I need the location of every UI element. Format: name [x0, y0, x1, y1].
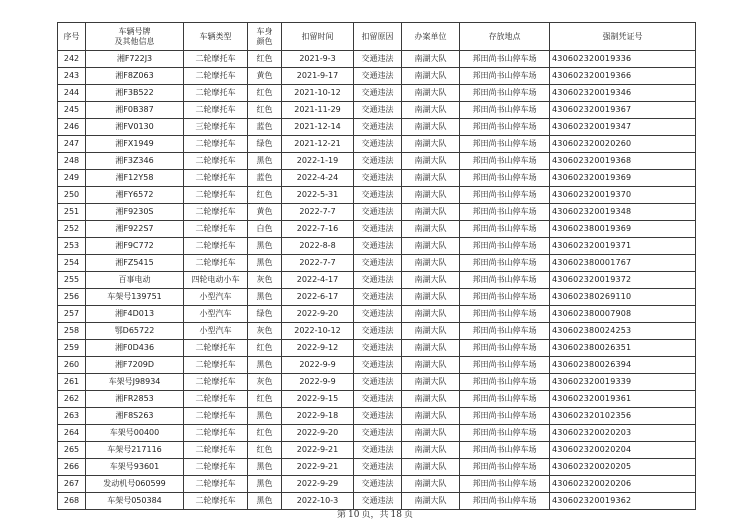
col-storage-cell: 邦田尚书山停车场 — [460, 272, 550, 289]
col-reason-cell: 交通违法 — [354, 221, 402, 238]
col-unit-cell: 南湖大队 — [402, 289, 460, 306]
col-vehicle-type-cell: 二轮摩托车 — [184, 425, 248, 442]
col-reason-cell: 交通违法 — [354, 102, 402, 119]
col-index-cell: 247 — [58, 136, 86, 153]
col-body-color-cell: 绿色 — [248, 136, 282, 153]
col-cert-cell: 430602320019367 — [550, 102, 696, 119]
col-storage-cell: 邦田尚书山停车场 — [460, 289, 550, 306]
col-unit-cell: 南湖大队 — [402, 391, 460, 408]
col-reason-header: 扣留原因 — [354, 23, 402, 51]
col-storage-cell: 邦田尚书山停车场 — [460, 323, 550, 340]
col-impound-date-cell: 2021-10-12 — [282, 85, 354, 102]
col-impound-date-cell: 2022-5-31 — [282, 187, 354, 204]
col-impound-date-cell: 2022-9-18 — [282, 408, 354, 425]
col-plate-cell: 湘F0D436 — [86, 340, 184, 357]
col-unit-cell: 南湖大队 — [402, 153, 460, 170]
page-number-footer — [0, 507, 750, 520]
col-storage-cell: 邦田尚书山停车场 — [460, 221, 550, 238]
col-body-color-cell: 黑色 — [248, 289, 282, 306]
col-unit-cell: 南湖大队 — [402, 476, 460, 493]
col-index-cell: 255 — [58, 272, 86, 289]
col-vehicle-type-cell: 二轮摩托车 — [184, 408, 248, 425]
col-cert-cell: 430602320019339 — [550, 374, 696, 391]
col-vehicle-type-cell: 二轮摩托车 — [184, 68, 248, 85]
col-storage-cell: 邦田尚书山停车场 — [460, 306, 550, 323]
col-unit-cell: 南湖大队 — [402, 323, 460, 340]
col-storage-cell: 邦田尚书山停车场 — [460, 119, 550, 136]
col-vehicle-type-cell: 二轮摩托车 — [184, 459, 248, 476]
table-row — [58, 374, 696, 391]
col-storage-cell: 邦田尚书山停车场 — [460, 408, 550, 425]
col-index-cell: 253 — [58, 238, 86, 255]
page-total: 18 — [390, 510, 402, 520]
col-reason-cell: 交通违法 — [354, 391, 402, 408]
col-index-cell: 264 — [58, 425, 86, 442]
col-unit-cell: 南湖大队 — [402, 170, 460, 187]
col-body-color-cell: 红色 — [248, 85, 282, 102]
col-vehicle-type-cell: 二轮摩托车 — [184, 153, 248, 170]
col-plate-cell: 车架号139751 — [86, 289, 184, 306]
col-body-color-cell: 黄色 — [248, 68, 282, 85]
col-cert-cell: 430602320019370 — [550, 187, 696, 204]
col-plate-cell: 湘F12Y58 — [86, 170, 184, 187]
col-plate-cell: 车架号217116 — [86, 442, 184, 459]
col-body-color-cell: 红色 — [248, 442, 282, 459]
col-impound-date-cell: 2021-9-3 — [282, 51, 354, 68]
col-reason-cell: 交通违法 — [354, 119, 402, 136]
page-current: 10 — [348, 510, 360, 520]
col-storage-cell: 邦田尚书山停车场 — [460, 170, 550, 187]
col-index-cell: 265 — [58, 442, 86, 459]
col-vehicle-type-cell: 二轮摩托车 — [184, 442, 248, 459]
col-vehicle-type-cell: 二轮摩托车 — [184, 357, 248, 374]
col-index-cell: 248 — [58, 153, 86, 170]
table-row — [58, 136, 696, 153]
col-storage-header: 存放地点 — [460, 23, 550, 51]
col-index-cell: 260 — [58, 357, 86, 374]
table-row — [58, 170, 696, 187]
col-body-color-cell: 红色 — [248, 187, 282, 204]
col-unit-cell: 南湖大队 — [402, 425, 460, 442]
table-header — [58, 23, 696, 51]
col-vehicle-type-cell: 二轮摩托车 — [184, 391, 248, 408]
col-cert-cell: 430602320020260 — [550, 136, 696, 153]
table-row — [58, 425, 696, 442]
col-storage-cell: 邦田尚书山停车场 — [460, 238, 550, 255]
col-plate-cell: 车架号J98934 — [86, 374, 184, 391]
col-cert-cell: 430602320019348 — [550, 204, 696, 221]
col-index-cell: 258 — [58, 323, 86, 340]
col-unit-cell: 南湖大队 — [402, 255, 460, 272]
col-vehicle-type-cell: 二轮摩托车 — [184, 374, 248, 391]
col-cert-cell: 430602320020204 — [550, 442, 696, 459]
col-impound-date-cell: 2022-7-16 — [282, 221, 354, 238]
col-storage-cell: 邦田尚书山停车场 — [460, 476, 550, 493]
table-row — [58, 476, 696, 493]
col-cert-cell: 430602320019366 — [550, 68, 696, 85]
col-reason-cell: 交通违法 — [354, 476, 402, 493]
col-vehicle-type-header: 车辆类型 — [184, 23, 248, 51]
col-index-cell: 263 — [58, 408, 86, 425]
col-impound-date-cell: 2021-12-14 — [282, 119, 354, 136]
col-plate-cell: 车架号00400 — [86, 425, 184, 442]
col-index-cell: 246 — [58, 119, 86, 136]
col-impound-date-cell: 2021-11-29 — [282, 102, 354, 119]
col-unit-cell: 南湖大队 — [402, 136, 460, 153]
col-plate-cell: 湘F3B522 — [86, 85, 184, 102]
table-row — [58, 68, 696, 85]
col-vehicle-type-cell: 二轮摩托车 — [184, 170, 248, 187]
page-mid: 页，共 — [361, 510, 389, 520]
col-reason-cell: 交通违法 — [354, 51, 402, 68]
col-impound-date-cell: 2022-9-9 — [282, 374, 354, 391]
col-index-cell: 268 — [58, 493, 86, 510]
col-impound-date-cell: 2021-9-17 — [282, 68, 354, 85]
col-reason-cell: 交通违法 — [354, 68, 402, 85]
col-cert-cell: 430602320019362 — [550, 493, 696, 510]
col-vehicle-type-cell: 二轮摩托车 — [184, 221, 248, 238]
page-prefix: 第 — [337, 510, 347, 520]
col-index-cell: 266 — [58, 459, 86, 476]
col-vehicle-type-cell: 二轮摩托车 — [184, 204, 248, 221]
col-storage-cell: 邦田尚书山停车场 — [460, 255, 550, 272]
col-reason-cell: 交通违法 — [354, 289, 402, 306]
col-impound-date-cell: 2022-4-24 — [282, 170, 354, 187]
col-cert-cell: 430602380026394 — [550, 357, 696, 374]
col-vehicle-type-cell: 二轮摩托车 — [184, 238, 248, 255]
table-row — [58, 340, 696, 357]
col-reason-cell: 交通违法 — [354, 153, 402, 170]
col-plate-cell: 湘FV0130 — [86, 119, 184, 136]
col-reason-cell: 交通违法 — [354, 374, 402, 391]
col-cert-cell: 430602380024253 — [550, 323, 696, 340]
col-impound-date-cell: 2022-9-21 — [282, 459, 354, 476]
col-index-cell: 245 — [58, 102, 86, 119]
col-vehicle-type-cell: 二轮摩托车 — [184, 85, 248, 102]
col-body-color-cell: 红色 — [248, 425, 282, 442]
col-vehicle-type-cell: 小型汽车 — [184, 289, 248, 306]
col-plate-cell: 湘F0B387 — [86, 102, 184, 119]
col-cert-cell: 430602320019361 — [550, 391, 696, 408]
col-unit-cell: 南湖大队 — [402, 374, 460, 391]
col-unit-cell: 南湖大队 — [402, 357, 460, 374]
col-storage-cell: 邦田尚书山停车场 — [460, 442, 550, 459]
table-row — [58, 85, 696, 102]
col-unit-cell: 南湖大队 — [402, 272, 460, 289]
col-storage-cell: 邦田尚书山停车场 — [460, 51, 550, 68]
col-unit-cell: 南湖大队 — [402, 51, 460, 68]
col-body-color-cell: 红色 — [248, 51, 282, 68]
col-impound-date-cell: 2022-9-21 — [282, 442, 354, 459]
col-index-cell: 242 — [58, 51, 86, 68]
col-unit-cell: 南湖大队 — [402, 119, 460, 136]
col-impound-date-cell: 2022-7-7 — [282, 204, 354, 221]
col-index-cell: 252 — [58, 221, 86, 238]
col-storage-cell: 邦田尚书山停车场 — [460, 357, 550, 374]
col-body-color-cell: 黄色 — [248, 204, 282, 221]
col-index-cell: 262 — [58, 391, 86, 408]
col-unit-cell: 南湖大队 — [402, 442, 460, 459]
col-reason-cell: 交通违法 — [354, 272, 402, 289]
col-cert-cell: 430602320102356 — [550, 408, 696, 425]
col-index-cell: 244 — [58, 85, 86, 102]
table-row — [58, 102, 696, 119]
col-storage-cell: 邦田尚书山停车场 — [460, 374, 550, 391]
table-row — [58, 187, 696, 204]
col-body-color-cell: 蓝色 — [248, 119, 282, 136]
col-plate-cell: 湘F922S7 — [86, 221, 184, 238]
col-storage-cell: 邦田尚书山停车场 — [460, 136, 550, 153]
table-row — [58, 153, 696, 170]
col-vehicle-type-cell: 二轮摩托车 — [184, 136, 248, 153]
col-unit-cell: 南湖大队 — [402, 493, 460, 510]
col-plate-header: 车辆号牌 及其他信息 — [86, 23, 184, 51]
table-row — [58, 357, 696, 374]
col-unit-header: 办案单位 — [402, 23, 460, 51]
col-reason-cell: 交通违法 — [354, 306, 402, 323]
col-storage-cell: 邦田尚书山停车场 — [460, 459, 550, 476]
col-plate-cell: 湘F4D013 — [86, 306, 184, 323]
col-index-cell: 254 — [58, 255, 86, 272]
col-index-header: 序号 — [58, 23, 86, 51]
col-reason-cell: 交通违法 — [354, 442, 402, 459]
col-reason-cell: 交通违法 — [354, 204, 402, 221]
col-index-cell: 261 — [58, 374, 86, 391]
col-impound-date-cell: 2022-9-20 — [282, 425, 354, 442]
col-vehicle-type-cell: 二轮摩托车 — [184, 493, 248, 510]
col-index-cell: 243 — [58, 68, 86, 85]
col-cert-cell: 430602320020203 — [550, 425, 696, 442]
col-unit-cell: 南湖大队 — [402, 102, 460, 119]
table-row — [58, 391, 696, 408]
col-cert-cell: 430602320019347 — [550, 119, 696, 136]
col-body-color-cell: 红色 — [248, 391, 282, 408]
col-storage-cell: 邦田尚书山停车场 — [460, 425, 550, 442]
col-plate-cell: 车架号050384 — [86, 493, 184, 510]
col-cert-cell: 430602320019372 — [550, 272, 696, 289]
col-reason-cell: 交通违法 — [354, 425, 402, 442]
table-row — [58, 255, 696, 272]
col-reason-cell: 交通违法 — [354, 136, 402, 153]
col-reason-cell: 交通违法 — [354, 357, 402, 374]
col-cert-cell: 430602320019369 — [550, 170, 696, 187]
col-plate-cell: 湘FZ5415 — [86, 255, 184, 272]
col-vehicle-type-cell: 三轮摩托车 — [184, 119, 248, 136]
col-reason-cell: 交通违法 — [354, 255, 402, 272]
col-storage-cell: 邦田尚书山停车场 — [460, 187, 550, 204]
col-reason-cell: 交通违法 — [354, 408, 402, 425]
col-cert-cell: 430602320019346 — [550, 85, 696, 102]
page-suffix: 页 — [403, 510, 413, 520]
col-unit-cell: 南湖大队 — [402, 408, 460, 425]
col-plate-cell: 鄂D65722 — [86, 323, 184, 340]
table-row — [58, 459, 696, 476]
col-impound-date-cell: 2022-9-9 — [282, 357, 354, 374]
table-row — [58, 238, 696, 255]
col-vehicle-type-cell: 二轮摩托车 — [184, 340, 248, 357]
table-row — [58, 408, 696, 425]
col-plate-cell: 湘F9C772 — [86, 238, 184, 255]
col-storage-cell: 邦田尚书山停车场 — [460, 102, 550, 119]
col-reason-cell: 交通违法 — [354, 493, 402, 510]
col-storage-cell: 邦田尚书山停车场 — [460, 391, 550, 408]
col-reason-cell: 交通违法 — [354, 170, 402, 187]
col-plate-cell: 湘F3Z346 — [86, 153, 184, 170]
col-index-cell: 251 — [58, 204, 86, 221]
col-body-color-cell: 黑色 — [248, 255, 282, 272]
col-index-cell: 257 — [58, 306, 86, 323]
col-body-color-cell: 黑色 — [248, 357, 282, 374]
col-reason-cell: 交通违法 — [354, 340, 402, 357]
col-impound-date-cell: 2022-6-17 — [282, 289, 354, 306]
col-index-cell: 259 — [58, 340, 86, 357]
col-cert-cell: 430602320019368 — [550, 153, 696, 170]
col-vehicle-type-cell: 二轮摩托车 — [184, 187, 248, 204]
col-reason-cell: 交通违法 — [354, 459, 402, 476]
col-storage-cell: 邦田尚书山停车场 — [460, 493, 550, 510]
col-vehicle-type-cell: 二轮摩托车 — [184, 102, 248, 119]
col-plate-cell: 湘FY6572 — [86, 187, 184, 204]
col-body-color-cell: 红色 — [248, 340, 282, 357]
col-cert-header: 强制凭证号 — [550, 23, 696, 51]
table-row — [58, 272, 696, 289]
col-storage-cell: 邦田尚书山停车场 — [460, 68, 550, 85]
col-unit-cell: 南湖大队 — [402, 187, 460, 204]
table-row — [58, 51, 696, 68]
col-plate-cell: 湘FX1949 — [86, 136, 184, 153]
table-row — [58, 119, 696, 136]
col-reason-cell: 交通违法 — [354, 238, 402, 255]
col-unit-cell: 南湖大队 — [402, 68, 460, 85]
col-plate-cell: 百事电动 — [86, 272, 184, 289]
col-index-cell: 249 — [58, 170, 86, 187]
col-plate-cell: 湘F7209D — [86, 357, 184, 374]
col-body-color-cell: 灰色 — [248, 374, 282, 391]
col-index-cell: 250 — [58, 187, 86, 204]
col-body-color-cell: 灰色 — [248, 272, 282, 289]
col-unit-cell: 南湖大队 — [402, 204, 460, 221]
col-impound-date-cell: 2022-10-12 — [282, 323, 354, 340]
table-row — [58, 306, 696, 323]
col-body-color-cell: 黑色 — [248, 493, 282, 510]
col-body-color-cell: 绿色 — [248, 306, 282, 323]
col-cert-cell: 430602320019336 — [550, 51, 696, 68]
col-vehicle-type-cell: 二轮摩托车 — [184, 255, 248, 272]
col-cert-cell: 430602380026351 — [550, 340, 696, 357]
col-plate-cell: 湘F9230S — [86, 204, 184, 221]
col-vehicle-type-cell: 小型汽车 — [184, 306, 248, 323]
col-impound-date-cell: 2021-12-21 — [282, 136, 354, 153]
col-index-cell: 267 — [58, 476, 86, 493]
col-impound-date-cell: 2022-1-19 — [282, 153, 354, 170]
col-plate-cell: 湘FR2853 — [86, 391, 184, 408]
col-cert-cell: 430602380019369 — [550, 221, 696, 238]
col-impound-date-cell: 2022-9-15 — [282, 391, 354, 408]
col-reason-cell: 交通违法 — [354, 85, 402, 102]
col-vehicle-type-cell: 四轮电动小车 — [184, 272, 248, 289]
col-vehicle-type-cell: 小型汽车 — [184, 323, 248, 340]
col-body-color-cell: 黑色 — [248, 459, 282, 476]
col-unit-cell: 南湖大队 — [402, 221, 460, 238]
col-impound-date-header: 扣留时间 — [282, 23, 354, 51]
col-plate-cell: 湘F8S263 — [86, 408, 184, 425]
header-row — [58, 23, 696, 51]
col-unit-cell: 南湖大队 — [402, 238, 460, 255]
col-plate-cell: 发动机号060599 — [86, 476, 184, 493]
col-cert-cell: 430602380001767 — [550, 255, 696, 272]
col-body-color-cell: 白色 — [248, 221, 282, 238]
col-impound-date-cell: 2022-8-8 — [282, 238, 354, 255]
col-impound-date-cell: 2022-7-7 — [282, 255, 354, 272]
col-impound-date-cell: 2022-10-3 — [282, 493, 354, 510]
col-unit-cell: 南湖大队 — [402, 459, 460, 476]
col-plate-cell: 湘F8Z063 — [86, 68, 184, 85]
col-impound-date-cell: 2022-4-17 — [282, 272, 354, 289]
col-body-color-cell: 红色 — [248, 102, 282, 119]
col-reason-cell: 交通违法 — [354, 323, 402, 340]
col-cert-cell: 430602320019371 — [550, 238, 696, 255]
col-unit-cell: 南湖大队 — [402, 306, 460, 323]
table-row — [58, 204, 696, 221]
col-impound-date-cell: 2022-9-12 — [282, 340, 354, 357]
col-plate-cell: 车架号93601 — [86, 459, 184, 476]
col-unit-cell: 南湖大队 — [402, 85, 460, 102]
col-unit-cell: 南湖大队 — [402, 340, 460, 357]
col-body-color-cell: 蓝色 — [248, 170, 282, 187]
col-impound-date-cell: 2022-9-20 — [282, 306, 354, 323]
table-body — [58, 51, 696, 510]
col-storage-cell: 邦田尚书山停车场 — [460, 85, 550, 102]
col-reason-cell: 交通违法 — [354, 187, 402, 204]
col-vehicle-type-cell: 二轮摩托车 — [184, 51, 248, 68]
col-body-color-cell: 黑色 — [248, 238, 282, 255]
col-plate-cell: 湘F722J3 — [86, 51, 184, 68]
table-row — [58, 323, 696, 340]
col-vehicle-type-cell: 二轮摩托车 — [184, 476, 248, 493]
col-body-color-header: 车身 颜色 — [248, 23, 282, 51]
col-cert-cell: 430602320020206 — [550, 476, 696, 493]
col-cert-cell: 430602380269110 — [550, 289, 696, 306]
col-storage-cell: 邦田尚书山停车场 — [460, 340, 550, 357]
col-body-color-cell: 黑色 — [248, 408, 282, 425]
table-row — [58, 442, 696, 459]
col-body-color-cell: 灰色 — [248, 323, 282, 340]
col-storage-cell: 邦田尚书山停车场 — [460, 153, 550, 170]
col-body-color-cell: 黑色 — [248, 153, 282, 170]
impound-register-table — [57, 22, 696, 510]
table-row — [58, 289, 696, 306]
table-row — [58, 221, 696, 238]
col-index-cell: 256 — [58, 289, 86, 306]
col-storage-cell: 邦田尚书山停车场 — [460, 204, 550, 221]
col-impound-date-cell: 2022-9-29 — [282, 476, 354, 493]
col-body-color-cell: 黑色 — [248, 476, 282, 493]
col-cert-cell: 430602380007908 — [550, 306, 696, 323]
col-cert-cell: 430602320020205 — [550, 459, 696, 476]
